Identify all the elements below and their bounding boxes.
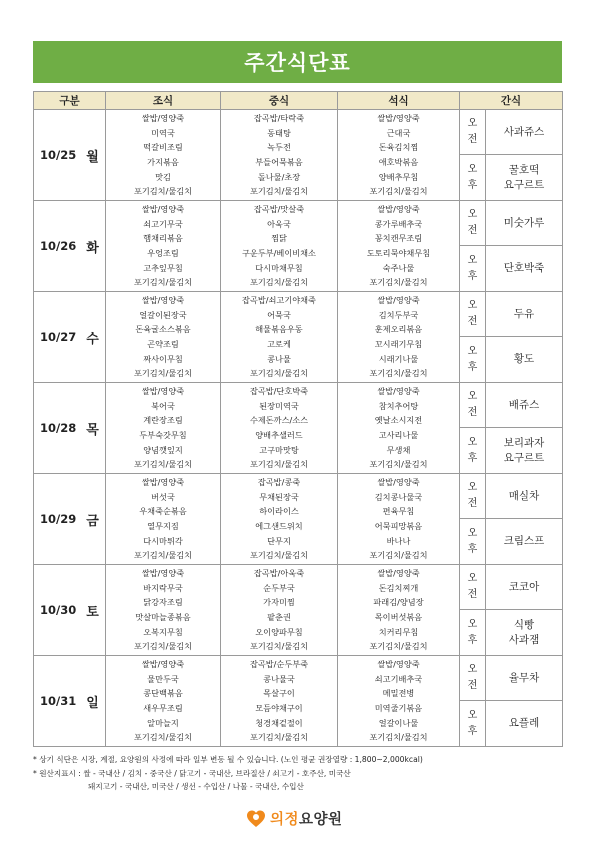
menu-item: 무채된장국 bbox=[259, 491, 299, 502]
lunch-cell bbox=[221, 110, 338, 201]
menu-item: 알마늘지 bbox=[147, 717, 179, 728]
date: 10/30 bbox=[40, 603, 77, 617]
snack-item: 사과쥬스 bbox=[503, 125, 545, 138]
snack-pm-cell bbox=[486, 701, 563, 747]
snack-item: 코코아 bbox=[508, 580, 540, 593]
header-row bbox=[34, 92, 563, 110]
menu-item: 쌀밥/영양죽 bbox=[141, 659, 185, 670]
menu-item: 숙주나물 bbox=[382, 262, 415, 273]
menu-item: 떡갈비조림 bbox=[143, 142, 183, 153]
snack-am-cell bbox=[486, 110, 563, 155]
date: 10/31 bbox=[40, 694, 77, 708]
menu-item: 새우무조림 bbox=[143, 703, 183, 713]
menu-item: 잡곡밥/단호박죽 bbox=[249, 386, 309, 397]
menu-item: 양배추무침 bbox=[378, 171, 419, 182]
menu-item: 에그샌드위치 bbox=[255, 521, 303, 531]
logo bbox=[246, 808, 343, 829]
menu-item: 잡곡밥/쇠고기야채죽 bbox=[242, 295, 316, 306]
menu-item: 포기김치/물김치 bbox=[133, 459, 193, 470]
menu-item: 포기김치/물김치 bbox=[369, 641, 428, 652]
snack-item: 매실차 bbox=[508, 489, 540, 502]
day-row bbox=[34, 292, 563, 337]
breakfast-cell bbox=[106, 565, 221, 656]
logo-text: 의정요양원 bbox=[270, 812, 343, 828]
menu-item: 하이라이스 bbox=[259, 506, 299, 517]
pm-label: 오 후 bbox=[460, 155, 486, 201]
menu-item: 포기김치/물김치 bbox=[133, 186, 193, 197]
menu-item: 고추잎무침 bbox=[143, 262, 183, 273]
snack-item: 요구르트 bbox=[503, 451, 545, 464]
lunch-cell bbox=[221, 656, 338, 747]
snack-item: 꿀호떡 bbox=[508, 163, 540, 176]
menu-item: 편육무침 bbox=[382, 506, 415, 517]
snack-pm-cell bbox=[486, 246, 563, 292]
note-origin: * 원산지표시 : 쌀 - 국내산 / 김치 - 중국산 / 닭고기 - 국내산, 브라질산 / 쇠고기 - 호주산, 미국산 bbox=[33, 768, 351, 778]
am-label: 오 전 bbox=[460, 565, 486, 610]
menu-item: 구운두부/베이비채소 bbox=[242, 248, 316, 258]
menu-item: 애호박볶음 bbox=[378, 157, 419, 167]
menu-item: 바나나 bbox=[386, 535, 411, 546]
menu-item: 쇠고기무국 bbox=[143, 218, 183, 229]
menu-item: 콩가루배추국 bbox=[374, 218, 423, 229]
lunch-cell bbox=[221, 383, 338, 474]
snack-item: 요플레 bbox=[508, 717, 540, 729]
header-category: 구분 bbox=[34, 92, 106, 110]
menu-item: 포기김치/물김치 bbox=[249, 186, 309, 197]
menu-item: 잡곡밥/맛살죽 bbox=[253, 204, 305, 215]
am-label: 오 전 bbox=[460, 656, 486, 701]
menu-item: 돈육김치찜 bbox=[378, 142, 419, 153]
menu-item: 오이양파무침 bbox=[255, 626, 303, 637]
menu-item: 쌀밥/영양죽 bbox=[377, 204, 420, 215]
menu-item: 쌀밥/영양죽 bbox=[377, 568, 420, 579]
menu-item: 포기김치/물김치 bbox=[249, 368, 309, 379]
menu-item: 도토리묵야채무침 bbox=[366, 248, 431, 258]
menu-item: 잡곡밥/순두부죽 bbox=[249, 659, 309, 670]
menu-item: 바지락무국 bbox=[143, 582, 183, 593]
pm-label: 오 후 bbox=[460, 428, 486, 474]
menu-item: 김치두부국 bbox=[378, 309, 419, 320]
pm-label: 오 후 bbox=[460, 246, 486, 292]
breakfast-cell bbox=[106, 474, 221, 565]
menu-item: 얼갈이나물 bbox=[378, 717, 419, 728]
menu-item: 김치콩나물국 bbox=[374, 491, 423, 502]
heart-logo-icon bbox=[246, 809, 266, 829]
day-row bbox=[34, 110, 563, 155]
breakfast-cell bbox=[106, 201, 221, 292]
snack-item: 율무차 bbox=[508, 671, 540, 684]
menu-item: 꽁치캔무조림 bbox=[374, 233, 423, 244]
am-label: 오 전 bbox=[460, 383, 486, 428]
snack-pm-cell bbox=[486, 155, 563, 201]
weekday: 화 bbox=[86, 240, 99, 256]
lunch-cell bbox=[221, 201, 338, 292]
menu-item: 치커리무침 bbox=[378, 626, 419, 637]
menu-item: 가자미찜 bbox=[263, 597, 295, 608]
menu-item: 쌀밥/영양죽 bbox=[141, 568, 185, 579]
menu-item: 청경채겉절이 bbox=[255, 717, 303, 728]
menu-item: 쌀밥/영양죽 bbox=[377, 113, 420, 124]
day-row bbox=[34, 656, 563, 701]
menu-item: 쌀밥/영양죽 bbox=[141, 386, 185, 397]
snack-item: 식빵 bbox=[513, 618, 535, 631]
menu-item: 포기김치/물김치 bbox=[369, 277, 428, 288]
dinner-cell bbox=[338, 656, 460, 747]
menu-item: 포기김치/물김치 bbox=[369, 186, 428, 197]
day-label bbox=[34, 292, 106, 383]
date: 10/25 bbox=[40, 148, 77, 162]
snack-item: 보리과자 bbox=[503, 436, 545, 449]
menu-item: 쌀밥/영양죽 bbox=[141, 113, 185, 124]
menu-item: 수제돈까스/소스 bbox=[249, 415, 309, 426]
snack-am-cell bbox=[486, 292, 563, 337]
am-label: 오 전 bbox=[460, 110, 486, 155]
breakfast-cell bbox=[106, 383, 221, 474]
note-origin-cont: 돼지고기 - 국내산, 미국산 / 생선 - 수입산 / 나물 - 국내산, 수입산 bbox=[88, 782, 304, 791]
menu-item: 포기김치/물김치 bbox=[369, 550, 428, 561]
menu-item: 쌀밥/영양죽 bbox=[377, 386, 420, 397]
menu-item: 목살구이 bbox=[263, 688, 295, 699]
snack-am-cell bbox=[486, 474, 563, 519]
snack-pm-cell bbox=[486, 610, 563, 656]
title-bar bbox=[33, 41, 562, 83]
pm-label: 오 후 bbox=[460, 337, 486, 383]
menu-item: 참치추어탕 bbox=[378, 400, 419, 411]
header-dinner: 석식 bbox=[338, 92, 460, 110]
menu-item: 우채죽순볶음 bbox=[139, 506, 187, 517]
menu-item: 쌀밥/영양죽 bbox=[141, 204, 185, 215]
menu-body bbox=[34, 110, 563, 747]
menu-item: 포기김치/물김치 bbox=[369, 368, 428, 379]
menu-item: 고구마맛탕 bbox=[259, 444, 299, 455]
snack-am-cell bbox=[486, 565, 563, 610]
menu-item: 시래기나물 bbox=[378, 353, 419, 364]
menu-item: 짜사이무침 bbox=[143, 353, 183, 364]
note-calorie: * 상기 식단은 시장, 계절, 요양원의 사정에 따라 일부 변동 될 수 있습니다. (노인 평균 권장열량 : 1,800~2,000kcal) bbox=[33, 755, 423, 764]
page-title: 주간식단표 bbox=[244, 51, 351, 75]
menu-item: 고로케 bbox=[267, 339, 291, 349]
date: 10/28 bbox=[40, 421, 77, 435]
lunch-cell bbox=[221, 565, 338, 656]
am-label: 오 전 bbox=[460, 474, 486, 519]
date: 10/27 bbox=[40, 330, 77, 344]
snack-item: 단호박죽 bbox=[503, 262, 545, 274]
menu-item: 모듬야채구이 bbox=[255, 703, 303, 713]
menu-item: 다시마채무침 bbox=[255, 262, 303, 273]
am-label: 오 전 bbox=[460, 201, 486, 246]
weekday: 금 bbox=[86, 513, 99, 529]
dinner-cell bbox=[338, 292, 460, 383]
lunch-cell bbox=[221, 474, 338, 565]
day-label bbox=[34, 656, 106, 747]
menu-item: 돈김치찌개 bbox=[378, 582, 419, 593]
day-row bbox=[34, 474, 563, 519]
menu-item: 옛날소시지전 bbox=[374, 415, 423, 426]
menu-item: 잡곡밥/타락죽 bbox=[253, 113, 305, 124]
menu-item: 아욱국 bbox=[267, 218, 291, 229]
weekday: 수 bbox=[86, 331, 99, 347]
menu-item: 양념깻잎지 bbox=[143, 444, 183, 455]
menu-item: 목이버섯볶음 bbox=[374, 612, 423, 622]
menu-item: 두부숙갓무침 bbox=[139, 430, 187, 440]
menu-item: 양배추샐러드 bbox=[255, 430, 303, 440]
menu-item: 파래김/양념장 bbox=[373, 597, 424, 608]
menu-item: 포기김치/물김치 bbox=[133, 550, 193, 561]
menu-item: 콩단백볶음 bbox=[143, 688, 183, 699]
menu-item: 버섯국 bbox=[151, 491, 175, 502]
menu-item: 미역국 bbox=[151, 127, 175, 138]
pm-label: 오 후 bbox=[460, 519, 486, 565]
menu-item: 포기김치/물김치 bbox=[249, 550, 309, 561]
menu-item: 포기김치/물김치 bbox=[133, 277, 193, 288]
menu-item: 무생채 bbox=[386, 444, 411, 455]
snack-pm-cell bbox=[486, 337, 563, 383]
day-label bbox=[34, 383, 106, 474]
date: 10/26 bbox=[40, 239, 77, 253]
snack-item: 미숫가루 bbox=[503, 216, 545, 229]
menu-item: 돌나물/초장 bbox=[257, 171, 301, 182]
menu-item: 쌀밥/영양죽 bbox=[377, 659, 420, 670]
lunch-cell bbox=[221, 292, 338, 383]
dinner-cell bbox=[338, 474, 460, 565]
snack-item: 황도 bbox=[513, 353, 535, 365]
menu-item: 미역줄기볶음 bbox=[374, 703, 423, 713]
menu-item: 얼갈이된장국 bbox=[139, 309, 187, 320]
menu-item: 곤약조림 bbox=[147, 339, 179, 349]
breakfast-cell bbox=[106, 656, 221, 747]
menu-item: 쇠고기배추국 bbox=[374, 673, 423, 684]
dinner-cell bbox=[338, 110, 460, 201]
menu-item: 고사리나물 bbox=[378, 430, 419, 440]
pm-label: 오 후 bbox=[460, 701, 486, 747]
menu-item: 쌀밥/영양죽 bbox=[141, 477, 185, 488]
menu-item: 열무지짐 bbox=[147, 521, 179, 531]
snack-item: 두유 bbox=[513, 307, 535, 320]
menu-table bbox=[33, 91, 563, 747]
snack-pm-cell bbox=[486, 428, 563, 474]
menu-item: 쌀밥/영양죽 bbox=[377, 477, 420, 488]
am-label: 오 전 bbox=[460, 292, 486, 337]
menu-item: 포기김치/물김치 bbox=[369, 732, 428, 743]
snack-am-cell bbox=[486, 383, 563, 428]
weekday: 목 bbox=[86, 422, 99, 438]
day-row bbox=[34, 383, 563, 428]
snack-item: 요구르트 bbox=[503, 178, 545, 191]
menu-item: 돈육굴소스볶음 bbox=[135, 324, 191, 335]
weekday: 토 bbox=[86, 604, 99, 620]
date: 10/29 bbox=[40, 512, 77, 526]
menu-item: 우엉조림 bbox=[147, 248, 179, 258]
day-label bbox=[34, 565, 106, 656]
menu-item: 쌀밥/영양죽 bbox=[377, 295, 420, 306]
snack-item: 사과잼 bbox=[508, 633, 540, 646]
notes bbox=[33, 753, 568, 794]
menu-item: 해물볶음우동 bbox=[255, 324, 303, 335]
menu-item: 닭강자조림 bbox=[143, 597, 183, 608]
menu-item: 어묵피망볶음 bbox=[374, 521, 423, 531]
menu-item: 메밀전병 bbox=[382, 688, 415, 699]
dinner-cell bbox=[338, 383, 460, 474]
menu-item: 꼬시래기무침 bbox=[374, 339, 423, 349]
menu-item: 계란장조림 bbox=[143, 415, 183, 426]
menu-item: 포기김치/물김치 bbox=[133, 641, 193, 652]
menu-item: 어묵국 bbox=[267, 309, 291, 320]
menu-item: 녹두전 bbox=[267, 142, 291, 153]
menu-item: 된장미역국 bbox=[259, 400, 299, 411]
header-lunch: 중식 bbox=[221, 92, 338, 110]
weekday: 월 bbox=[86, 149, 99, 165]
menu-item: 포기김치/물김치 bbox=[249, 459, 309, 470]
menu-item: 오복지무침 bbox=[143, 626, 183, 637]
menu-item: 콩나물국 bbox=[263, 673, 295, 684]
menu-item: 가지볶음 bbox=[147, 157, 179, 167]
day-label bbox=[34, 474, 106, 565]
menu-item: 쌀밥/영양죽 bbox=[141, 295, 185, 306]
menu-item: 포기김치/물김치 bbox=[249, 732, 309, 743]
menu-item: 다시마튀각 bbox=[143, 535, 183, 546]
menu-item: 근대국 bbox=[386, 127, 411, 138]
menu-item: 포기김치/물김치 bbox=[249, 641, 309, 652]
breakfast-cell bbox=[106, 110, 221, 201]
menu-item: 부들어묵볶음 bbox=[255, 157, 303, 167]
menu-item: 포기김치/물김치 bbox=[133, 732, 193, 743]
menu-item: 잡곡밥/아욱죽 bbox=[253, 568, 305, 579]
day-label bbox=[34, 201, 106, 292]
breakfast-cell bbox=[106, 292, 221, 383]
day-label bbox=[34, 110, 106, 201]
header-snack: 간식 bbox=[460, 92, 563, 110]
menu-item: 동태탕 bbox=[267, 127, 291, 138]
menu-item: 포기김치/물김치 bbox=[249, 277, 309, 288]
menu-item: 단무지 bbox=[267, 535, 291, 546]
snack-pm-cell bbox=[486, 519, 563, 565]
menu-item: 훈제오리볶음 bbox=[374, 324, 423, 335]
snack-am-cell bbox=[486, 656, 563, 701]
menu-item: 팥춘권 bbox=[267, 612, 291, 622]
menu-item: 맛김 bbox=[155, 171, 171, 182]
dinner-cell bbox=[338, 565, 460, 656]
menu-item: 잡곡밥/콩죽 bbox=[257, 477, 301, 488]
menu-item: 맛살마늘종볶음 bbox=[135, 612, 191, 622]
snack-item: 크림스프 bbox=[503, 535, 545, 547]
menu-item: 물만두국 bbox=[147, 673, 179, 684]
menu-item: 찜닭 bbox=[271, 233, 287, 244]
weekday: 일 bbox=[86, 695, 99, 711]
menu-item: 콩나물 bbox=[267, 353, 291, 364]
snack-am-cell bbox=[486, 201, 563, 246]
day-row bbox=[34, 565, 563, 610]
pm-label: 오 후 bbox=[460, 610, 486, 656]
snack-item: 배쥬스 bbox=[508, 398, 540, 411]
menu-item: 포기김치/물김치 bbox=[369, 459, 428, 470]
header-breakfast: 조식 bbox=[106, 92, 221, 110]
day-row bbox=[34, 201, 563, 246]
menu-item: 순두부국 bbox=[263, 582, 295, 593]
menu-item: 포기김치/물김치 bbox=[133, 368, 193, 379]
menu-item: 북어국 bbox=[151, 400, 175, 411]
menu-item: 햄채리볶음 bbox=[143, 233, 183, 244]
dinner-cell bbox=[338, 201, 460, 292]
